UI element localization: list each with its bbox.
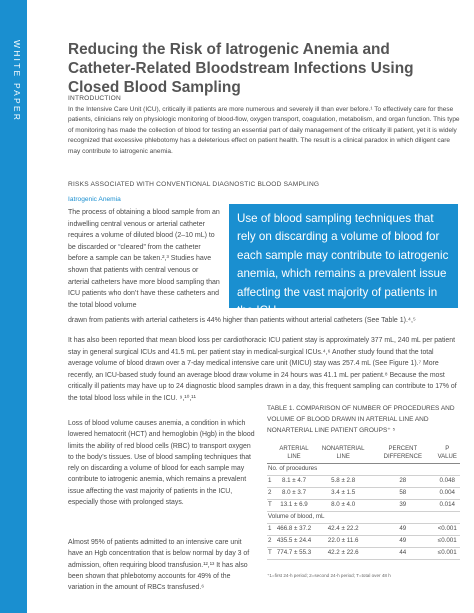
table-header-row [267, 443, 460, 464]
sidebar-label: WHITE PAPER [12, 40, 22, 123]
table-cell: 42.2 ± 22.6 [315, 547, 371, 559]
pull-quote-callout: Use of blood sampling techniques that rely on discarding a volume of blood for each sample may contribute to iatrogenic anemia, which remains a prevalent issue affecting the vast majority of patients in the ICU. [229, 204, 458, 308]
table-cell: 49 [371, 535, 434, 547]
table-cell: 39 [371, 499, 434, 511]
table-header-cell: PERCENT DIFFERENCE [371, 443, 434, 464]
table-row [267, 487, 460, 499]
table-row [267, 547, 460, 559]
table-cell: 0.048 [435, 475, 461, 487]
table-cell: 0.014 [435, 499, 461, 511]
table-cell: 1 [267, 523, 273, 535]
table-cell: 1 [267, 475, 273, 487]
table-cell: 0.004 [435, 487, 461, 499]
table-cell: 774.7 ± 55.3 [273, 547, 315, 559]
intro-heading: INTRODUCTION [68, 95, 121, 102]
table-cell: 5.8 ± 2.8 [315, 475, 371, 487]
table-cell: T [267, 499, 273, 511]
table-cell: 49 [371, 523, 434, 535]
table-cell: 3.4 ± 1.5 [315, 487, 371, 499]
risks-heading: RISKS ASSOCIATED WITH CONVENTIONAL DIAGNOSTIC BLOOD SAMPLING [68, 181, 320, 188]
risks-paragraph-2: It has also been reported that mean blood loss per cardiothoracic ICU patient stay is approximately 377 mL, 240 mL per patient stay in general surgical ICUs and 41.5 mL per patient stay in medical-surgical ICUs.⁴,⁶ Another study found that the total average volume of blood drawn over a 7-day medical intensive care unit (MICU) stay was 257.4 mL (See Figure 1).⁷ More recently, an ICU-based study found an average blood draw volume in 24 hours was 41.1 mL per patient.⁸ Because the most critically ill patients may have up to 24 diagnostic blood samples drawn in a day, this frequent sampling can contribute to 17% of the total blood loss while in the ICU. ⁹,¹⁰,¹¹ [68, 337, 457, 402]
table-cell: 8.0 ± 3.7 [273, 487, 315, 499]
table-cell: 13.1 ± 6.9 [273, 499, 315, 511]
table-header-cell: ARTERIAL LINE [273, 443, 315, 464]
table-row [267, 475, 460, 487]
risks-paragraph-1-full: drawn from patients with arterial catheters is 44% higher than patients without arterial catheters (See Table 1).⁴,⁵ [68, 317, 416, 324]
risks-paragraph-4: Almost 95% of patients admitted to an intensive care unit have an Hgb concentration that is below normal by day 3 of admission, often requiring blood transfusion.¹²,¹³ It has also been shown that phlebotomy accounts for 49% of the variation in the amount of RBCs transfused.⁶ [68, 539, 250, 592]
table-cell: 466.8 ± 37.2 [273, 523, 315, 535]
sidebar-band [0, 0, 27, 613]
risks-paragraph-3: Loss of blood volume causes anemia, a condition in which lowered hematocrit (HCT) and hemoglobin (Hgb) in the blood limits the ability of red blood cells (RBC) to transport oxygen to the body’s tissues. Use of blood sampling techniques that rely on discarding a volume of blood for each sample may contribute to iatrogenic anemia, which remains a prevalent issue affecting the vast majority of patients in the ICU, especially those with prolonged stays. [68, 420, 255, 507]
table-cell: 435.5 ± 24.4 [273, 535, 315, 547]
table-cell: 22.0 ± 11.6 [315, 535, 371, 547]
table-header-cell: P VALUE [435, 443, 461, 464]
table-title: TABLE 1. COMPARISON OF NUMBER OF PROCEDURES AND VOLUME OF BLOOD DRAWN IN ARTERIAL LINE AND NONARTERIAL LINE PATIENT GROUPS⁺ ⁵ [267, 405, 455, 434]
table-row [267, 535, 460, 547]
table-row [267, 523, 460, 535]
table-cell: 2 [267, 535, 273, 547]
table-cell: ≤0.001 [435, 547, 461, 559]
table-cell: 28 [371, 475, 434, 487]
table-row [267, 499, 460, 511]
table-cell: 44 [371, 547, 434, 559]
comparison-table [267, 443, 460, 560]
table-cell: 8.0 ± 4.0 [315, 499, 371, 511]
risks-paragraph-1-left: The process of obtaining a blood sample from an indwelling central venous or arterial catheter requires a volume of diluted blood (2–10 mL) to be discarded or “cleared” from the catheter before a sample can be taken.²,³ Studies have shown that patients with central venous or arterial catheters have more blood sampling than ICU patients who don’t have these catheters and the total blood volume [68, 209, 220, 309]
table-group-row [267, 511, 460, 523]
table-cell: 2 [267, 487, 273, 499]
group-label: Volume of blood, mL [267, 511, 460, 523]
table-cell: <0.001 [435, 523, 461, 535]
table-footnote: ⁺1=first 24-h period; 2=second 24-h period; T=total over 48 h [267, 573, 391, 578]
table-cell: 58 [371, 487, 434, 499]
group-label: No. of procedures [267, 464, 460, 476]
table-cell: T [267, 547, 273, 559]
table-cell: ≤0.001 [435, 535, 461, 547]
page-title: Reducing the Risk of Iatrogenic Anemia and Catheter-Related Bloodstream Infections Using Closed Blood Sampling [68, 41, 414, 96]
table-header-cell: NONARTERIAL LINE [315, 443, 371, 464]
table-cell: 42.4 ± 22.2 [315, 523, 371, 535]
table-cell: 8.1 ± 4.7 [273, 475, 315, 487]
intro-paragraph: In the Intensive Care Unit (ICU), critically ill patients are more numerous and severely ill than ever before.¹ To effectively care for these patients, clinicians rely on physiologic monitoring of blood-flow, oxygen transport, coagulation, metabolism, and organ function. This type of monitoring has made the collection of blood for testing an essential part of daily management of the critically ill patient, yet it is widely recognized that excessive phlebotomy has a deleterious effect on patient health. The result is a clinical paradox in which diligent care may contribute to iatrogenic anemia. [68, 106, 460, 155]
table-group-row [267, 464, 460, 476]
iatrogenic-anemia-subheading: Iatrogenic Anemia [68, 196, 121, 203]
